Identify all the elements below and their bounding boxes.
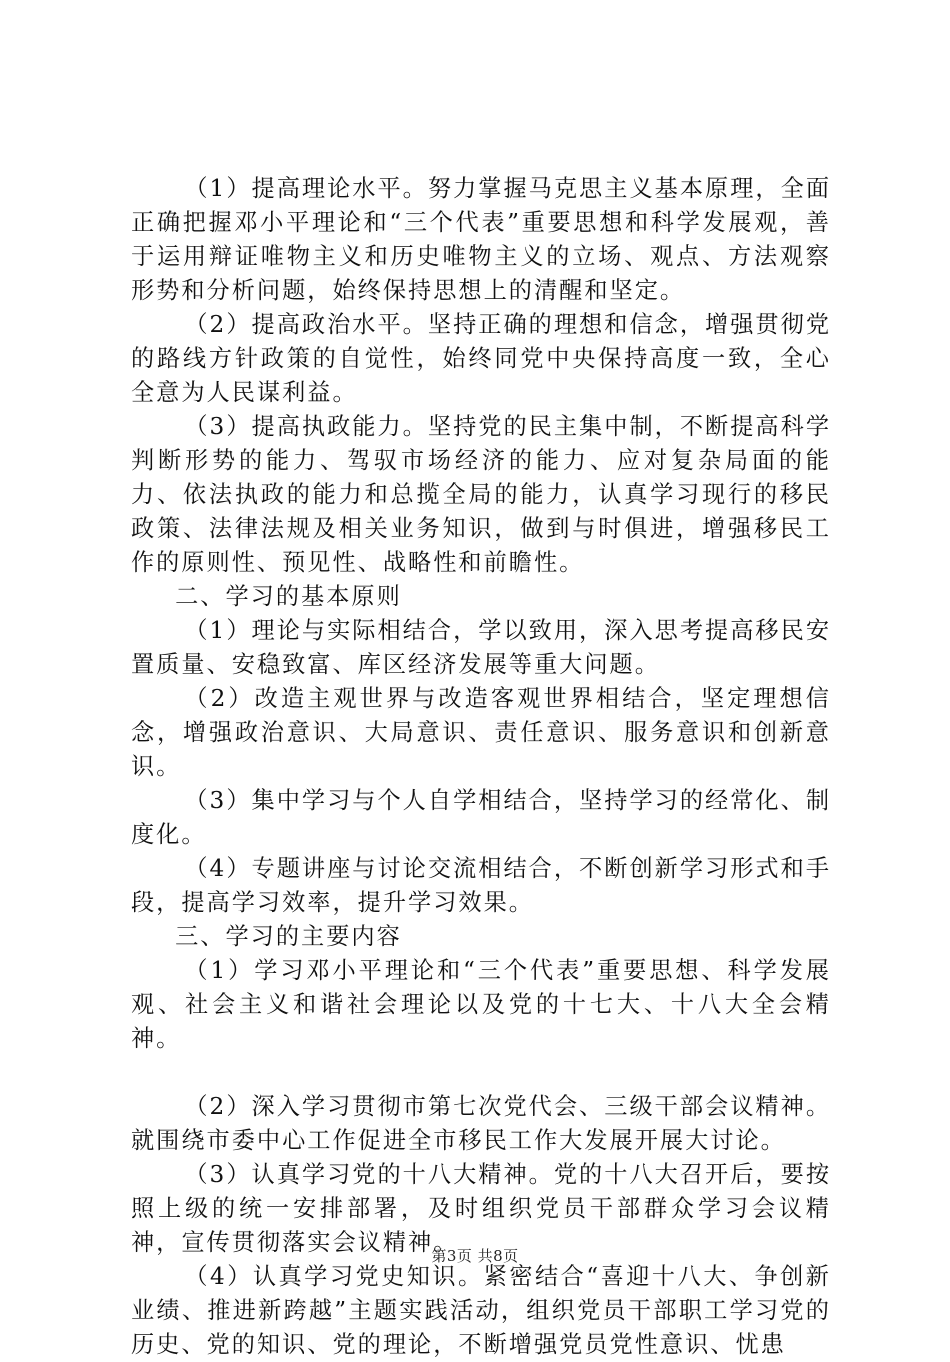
paragraph-political-level: （2）提高政治水平。坚持正确的理想和信念，增强贯彻党的路线方针政策的自觉性，始终同党中央保持高度一致，全心全意为人民谋利益。 — [131, 311, 831, 406]
page-footer: 第3页 共8页 — [431, 1247, 519, 1265]
document-body — [131, 172, 831, 1362]
paragraph-principle-1: （1）理论与实际相结合，学以致用，深入思考提高移民安置质量、安稳致富、库区经济发展等重大问题。 — [131, 617, 831, 678]
paragraph-principle-2: （2）改造主观世界与改造客观世界相结合，坚定理想信念，增强政治意识、大局意识、责任意识、服务意识和创新意识。 — [131, 685, 831, 780]
paragraph-governing-ability: （3）提高执政能力。坚持党的民主集中制，不断提高科学判断形势的能力、驾驭市场经济的能力、应对复杂局面的能力、依法执政的能力和总揽全局的能力，认真学习现行的移民政策、法律法规及相关业务知识，做到与时俱进，增强移民工作的原则性、预见性、战略性和前瞻性。 — [131, 413, 831, 576]
paragraph-principle-3: （3）集中学习与个人自学相结合，坚持学习的经常化、制度化。 — [131, 787, 831, 848]
paragraph-content-4: （4）认真学习党史知识。紧密结合“喜迎十八大、争创新业绩、推进新跨越”主题实践活动，组织党员干部职工学习党的历史、党的知识、党的理论，不断增强党员党性意识、忧患 — [131, 1263, 831, 1358]
paragraph-principle-4: （4）专题讲座与讨论交流相结合，不断创新学习形式和手段，提高学习效率，提升学习效果。 — [131, 855, 831, 916]
section-heading-principles: 二、学习的基本原则 — [175, 583, 402, 610]
paragraph-gap — [131, 1056, 831, 1090]
paragraph-content-3: （3）认真学习党的十八大精神。党的十八大召开后，要按照上级的统一安排部署，及时组织党员干部群众学习会议精神，宣传贯彻落实会议精神。 — [131, 1161, 831, 1256]
section-heading-content: 三、学习的主要内容 — [175, 923, 402, 950]
paragraph-content-1: （1）学习邓小平理论和“三个代表”重要思想、科学发展观、社会主义和谐社会理论以及党的十七大、十八大全会精神。 — [131, 957, 831, 1052]
paragraph-content-2: （2）深入学习贯彻市第七次党代会、三级干部会议精神。就围绕市委中心工作促进全市移民工作大发展开展大讨论。 — [131, 1093, 831, 1154]
paragraph-theory-level: （1）提高理论水平。努力掌握马克思主义基本原理，全面正确把握邓小平理论和“三个代表”重要思想和科学发展观，善于运用辩证唯物主义和历史唯物主义的立场、观点、方法观察形势和分析问题，始终保持思想上的清醒和坚定。 — [131, 175, 831, 304]
